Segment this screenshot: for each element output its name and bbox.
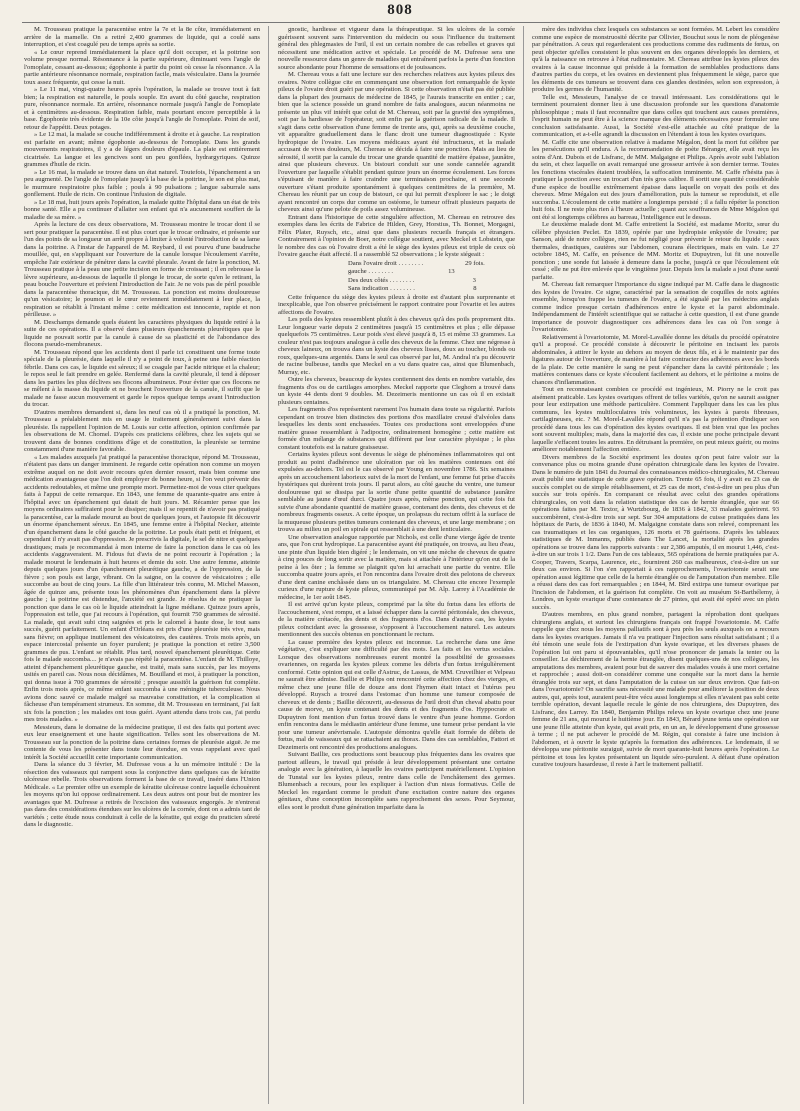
tally-label: Dans l'ovaire droit . . . . . . . .	[348, 259, 425, 267]
tally-label: Des deux côtés . . . . . . . .	[348, 276, 416, 284]
kyste-tally	[278, 260, 515, 293]
paragraph: gnostic, hardiesse et vigueur dans la thérapeutique. Si les ulcères de la cornée guérissent souvent sans l'intervention du médecin ou sous l'influence du traitement général des phlegmasies de l'œil, il est un certain nombre de cas rebelles et graves qui nécessitent une médication active et spéciale. Le procédé de M. Dufresse sera une nouvelle ressource dans un genre de maladies qui entraînent parfois la perte d'un fonction source abondante pour l'homme de sensations et de jouissances.	[278, 26, 515, 71]
paragraph: Les fragments d'os représentent rarement l'os humain dans toute sa régularité. Parfois cependant on trouve bien distinctes des portions d'os maxillaire creusé d'alvéoles dans lesquelles les dents sont enchassées. Toutes ces productions sont enveloppées d'une matière grasse ressemblant à l'adipocire, ordinairement homogène ; cette matière est formée d'un mélange de substances qui diffèrent par leur caractère physique ; le plus constant toutefois est la nature graisseuse.	[278, 406, 515, 451]
paragraph: Telle est, Messieurs, l'analyse de ce travail intéressant. Les considérations qui le terminent pourraient donner lieu à une discussion profonde sur les questions d'anatomie philosophique ; mais il faut reconnaître que dans celles qui touchent aux causes premières, l'esprit humain ne peut être à la science manque des éléments nécessaires pour formuler une conclusion satisfaisante. Aussi, la Société s'est-elle attachée au côté pratique de la communication, et a-t-elle agrandi la discussion en l'étendant à tous les kystes ovariques.	[532, 93, 779, 138]
tally-label: Sans indication . . . . . . . .	[348, 285, 417, 292]
column-2-body	[278, 26, 515, 259]
paragraph: « Les malades auxquels j'ai pratiqué la paracentèse thoracique, répond M. Trousseau, n'étaient pas dans un danger imminent. Je regarde cette opération non comme un moyen extrême auquel on ne doit avoir recours qu'en dernier ressort, mais bien comme une médication avantageuse que l'on doit employer de bonne heure, si l'on veut prévenir des accidents redoutables, et même une prompte mort. Permettez-moi de vous citer quelques faits à l'appui de cette remarque. En 1843, une femme de quarante-quatre ans entre à l'hôpital avec un épanchement qui datait de huit jours. M. Récamier pense que les moyens ordinaires suffiraient pour le dissiper; mais il se repentit de n'avoir pas pratiqué la paracentèse, car la malade mourut au bout de quelques jours, et l'autopsie fit découvrir un énorme épanchement séreux. En 1845, une femme entre à l'hôpital Necker, atteinte d'un épanchement dans le côté gauche de la poitrine. Le pouls était petit et fréquent, et cependant il n'y avait pas d'oppression. Je prescrivis la digitale, le sel de nitre et quelques drastiques; mais je recommandai à mon interne de faire la ponction dans le cas où les accidents s'aggraveraient. M. Fidous fut d'avis de ne point recourir à l'opération ; la malade mourut le lendemain à huit heures et demie du soir. Une autre femme, atteinte depuis quelques jours d'un épanchement pleurétique gauche, a de l'oppression, de la fièvre ; son pouls est large, vibrant. On la saigne, on la couvre de vésicatoires ; elle succombe au bout de cinq jours. La fille d'un littérateur très connu, M. Michel Masson, âgée de quinze ans, présente tous les phénomènes d'un épanchement dans la plèvre gauche ; la poitrine est distendue, l'anxiété est grande. Je résolus de ne pratiquer la ponction que dans le cas où le liquide atteindrait la ligne médiane. Quinze jours après, l'oppression est telle, que j'ai recours à l'opération, qui fournit 750 grammes de sérosité. La malade, qui avait subi cinq saignées et pris le calomel à haute dose, le tout sans succès, guérit parfaitement. Un enfant d'Orléans est pris d'une pleurésie très vive, mais sans fièvre; on applique inutilement des vésicatoires, des cautères. Trois mois après, un espace intercostal présente un foyer purulent; je pratique la ponction et retire 3,500 grammes de pus. L'enfant se rétablit. Plus tard, nouvel épanchement pleurétique. Cette fois le malade succomba.... je n'avais pas répété la paracentèse. L'enfant de M. Thilloye, atteint d'épanchement pleurétique gauche, est traité, mais sans succès, par les moyens usités en pareil cas. Nous nous décidâmes, M. Bouilland et moi, à pratiquer la ponction, qui donna issue à 700 grammes de sérosité ; presque aussitôt la guérison fut complète. Enfin trois mois après, ce même enfant succomba à une méningite tuberculeuse. Nous avions donc sauvé ce malade malgré sa mauvaise constitution, et la complication si fâcheuse d'un tempérament strumeux. En somme, dit M. Trousseau en terminant, j'ai fait six fois la ponction ; les malades ont tous guéri. Ayant attendu dans trois cas, j'ai perdu mes trois malades. »	[24, 453, 260, 723]
paragraph: M. Chereau fait remarquer l'importance du signe indiqué par M. Caffe dans le diagnostic des kystes de l'ovaire. Ce signe, caractérisé par la sensation de coquilles de noix agitées ensemble, lorsqu'on frappe les tumeurs de l'ovaire, a été signalé par les médecins anglais comme indice presque certain d'adhérences entre le kyste et la paroi abdominale. Indépendamment de l'intérêt scientifique qui se rattache à cette question, il est d'une grande importance de pouvoir diagnostiquer ces adhérences dans les cas où l'on songe à l'ovariotomie.	[532, 281, 779, 333]
paragraph: M. Chereau vous a fait une lecture sur des recherches relatives aux kystes pileux des ovaires. Notre collègue cite en commençant une observation fort remarquable de kyste pileux de l'ovaire droit guéri par une opération. Si cette observation n'était pas été publiée dans la plupart des journaux de médecine de 1845, je l'aurais transcrite en entier ; car, bien que la science possède un grand nombre de faits analogues, aucun néanmoins ne présente un plus vif intérêt que celui de M. Chereau, soit par la gravité des symptômes, soit par la hardiesse de l'opérateur, soit enfin par la guérison radicale de la malade. Il s'agit dans cette observation d'une femme de trente ans, qui, après sa deuxième couche, vit apparaître graduellement dans le flanc droit une tumeur diagnostiquée : Kyste hydropique de l'ovaire. Les moyens médicaux ayant été infructueux, et la malade accusant de vives douleurs, M. Chereau se décida à faire une ponction. Mais au lieu de sérosité, il sortit par la canule du trocar une grande quantité de matière épaisse, jaunâtre, ainsi que plusieurs cheveux. Un bistouri conduit sur une sonde cannelée agrandit l'ouverture par laquelle s'établit pendant quinze jours un énorme écoulement. Les forces s'épuisant de manière à faire craindre une terminaison prochaine, et une seconde ouverture s'étant produite spontanément à quelques centimètres de la première, M. Chereau les réunit par un coup de bistouri, ce qui lui permit d'explorer le sac ; le doigt ayant rencontré un corps dur comme un ostéome, le tumeur offrait plusieurs paquets de cheveux ainsi qu'une pelote de poils assez volumineuse.	[278, 71, 515, 213]
paragraph: M. Trousseau pratique la paracentèse entre la 7e et la 8e côte, immédiatement en arrière de la mamelle. On a retiré 2,400 grammes de liquide, qui a coulé sans interruption, et s'est coagulé peu de temps après sa sortie.	[24, 26, 260, 48]
tally-row	[348, 268, 515, 276]
paragraph: M. Caffe cite une observation relative à madame Mégalon, dont la mort fut célèbre par les persécutions qu'il endura. A la recommandation de poète Béranger, elle avait reçu les soins d'Ant. Dubois et de Lisfranc, de MM. Malgaigne et Philips. Après avoir subi l'ablation du sein, et chez laquelle on avait remarqué une grosseur arrivée à son dernier terme. Toutes les fonctions viscérales étaient troublées, la suffocation imminente. M. Caffe n'hésita pas à pratiquer la ponction avec un trocart d'un très gros calibre. Il sortit une quantité considérable d'une espèce de bouillie extrêmement épaisse dans laquelle on voyait des poils et des cheveux. Mme Mégalon eut des jours d'amélioration, puis la tumeur se reproduisit, et elle succomba. L'écoulement de cette matière a longtemps persisté ; il a fallu répéter la ponction huit fois. Il ne reste plus rien à l'heure actuelle ; quant aux souffrances de Mme Mégalon qui ont été si longtemps célèbres au barreau, l'intelligence eut le dessus.	[532, 138, 779, 221]
paragraph: Cette fréquence du siège des kystes pileux à droite est d'autant plus surprenante et inexplicable, que l'on observe précisément le rapport contraire pour l'ovarite et les autres affections de l'ovaire.	[278, 293, 515, 316]
paragraph: « Le cœur reprend immédiatement la place qu'il doit occuper, et la poitrine son volume presque normal. Résonnance à la partie supérieure, diminuant vers l'angle de l'omoplate, cessant au-dessous; égophonie à partir du point où cesse la résonnance. A la partie antérieure résonnance normale, respiration facile, mais vésiculaire. Dans la journée toux assez fréquente, qui cesse la nuit.	[24, 48, 260, 86]
paragraph: Dans la séance du 3 février, M. Dufresse vous a lu un mémoire intitulé : De la résection des vaisseaux qui rampent sous la conjonctive dans quelques cas de kératite ulcéreuse rebelle. Trois observations forment la base de ce travail, inséré dans l'Union Médicale. « Le premier offre un exemple de kératite ulcéreuse contre laquelle échouèrent les moyens qu'on lui oppose ordinairement. Les deux autres ont pour but de montrer les avantages que M. Dufresse a retirés de l'excision des vaisseaux engorgés. Je n'entrerai pas dans des considérations étendues sur les ulcères de la cornée, dont on a admis tant de variétés ; cette étude nous conduirait à celle de la kératite, qui exige du praticien sûreté dans le diagnostic.	[24, 761, 260, 828]
paragraph: D'autres membres, en plus grand nombre, partagent la réprobation dont quelques chirurgiens anglais, et surtout les chirurgiens français ont frappé l'ovariotomie. M. Caffe rappelle que chez nous les moyens palliatifs sont à peu près les seuls auxquels on a recours dans les kystes ovariques. Jamais il n'a vu pratiquer l'injection sans résultat satisfaisant ; il a été témoin une seule fois de l'extirpation d'un kyste ovarique, et les diverses phases de l'opération lui ont paru si épouvantables, qu'il n'ose prononcer de jamais la tenter ou la conseiller. Le déchirement de la hernie étranglée, disent quelques-uns de nos collègues, les amputations des membres, avaient pour but de sauver des malades voués à une mort certaine et rapprochée ; aussi doit-on considérer comme une conquête sur la mort dans la hernie étranglée trois sur sept, et dans l'amputation de la cuisse un sur deux environ. Que fait-on dans l'ovariotomie? On sacrifie sans nécessité une malade pour améliorer la position de deux autres, qui, après tout, auraient peut-être vécu aussi longtemps si elles n'avaient pas subi cette terrible opération, devant laquelle recule le génie de nos chirurgiens, des Dupuytren, des Lisfranc, des Larrey. En 1840, Benjamin Philips releva un kyste ovarique chez une jeune femme de 21 ans, qui mourut le huitième jour. En 1843, Bérard jeune tenta une opération sur une jeune fille atteinte d'un kyste, qui avait pris, en un an, le développement d'une grossesse à terme ; il ne put achever le procédé de M. Régin, qui consiste à faire une incision à l'abdomen, et à ouvrir le kyste qu'après la formation des adhérences. Le lendemain, il se développa une péritonite suraiguë, suivie de mort quarante-huit heures après l'opération. Le péritoine et tous les kystes présentaient un liquide séro-purulent. A défaut d'une opération curative toujours hasardeuse, il reste à l'art le traitement palliatif.	[532, 611, 779, 768]
paragraph: Divers membres de la Société expriment les doutes qu'on peut faire valoir sur la convenance plus ou moins grande d'une opération chirurgicale dans les kystes de l'ovaire. Dans le numéro de juin 1841 du Journal des connaissances médico-chirurgicales, M. Chereau avait publié une statistique de cette grave opération. Trente 65 fois, il y avait eu 23 cas de succès complet ou de simple rétablissement, et 25 cas de mort, c'est-à-dire un peu plus d'un succès sur trois opérés. En comparant ce résultat avec celui des grandes opérations chirurgicales, on voit dans la relation statistique des cas de hernie étranglée, que sur 66 opérations faites par M. Textor, à Wurtzbourg, de 1836 à 1842, 33 malades guérirent. 93 succombèrent, c'est-à-dire trois sur sept. Sur 304 amputations de cuisse pratiquées dans les hôpitaux de Paris, de 1836 à 1840, M. Malgaigne constate dans son relevé, comprenant les cas traumatiques et les cas organiques, 126 morts et 78 guérisons. D'après les tableaux statistiques de M. Inmanns, publiés dans The Lancet, la mortalité après les grandes opérations se trouve dans les rapports suivants : sur 2,386 amputés, il en mourut 1,446, c'est-à-dire un sur trois 1 1/2. Dans l'un de ces tableaux, 565 opérations de hernie pratiquées par A. Cooper, Travers, Scarpa, Laurence, etc., fournirent 260 cas malheureux, c'est-à-dire un sur deux cas environ. Si l'on s'en rapportait à ces rapprochements, l'ovariotomie serait une opération aussi légitime que celle de la hernie étranglée ou de l'amputation d'un membre. Elle a réussi dans des cas fort remarquables ; en 1844, M. Bird extirpa une tumeur ovarique par l'incision de l'abdomen, et la guérison fut complète. On voit au muséum St-Barthélemy, à Londres, un kyste ovarique d'une contenance de 27 pintes, qui avait été opéré avec un plein succès.	[532, 453, 779, 611]
paragraph: » Le 12 mai, la malade se couche indifféremment à droite et à gauche. La respiration est parfaite en avant; même égophonie au-dessous de l'omoplate. Dans les grands mouvements respiratoires, il y a de légers douleurs d'épaule. La plaie est entièrement cicatrisée. La langue et les gencives sont un peu gonflées, hydrargyriques. Quinze grammes d'huile de ricin.	[24, 131, 260, 168]
paragraph: Suivant Baillie, ces productions sont beaucoup plus fréquentes dans les ovaires que partout ailleurs, le travail qui préside à leur développement présentant une certaine analogie avec la génération, à laquelle les ovaires participent matériellement. L'opinion de Tunstal sur les kystes pileux, rentre dans celle de l'enchâtement des germes. Blumenbach a recours, pour les expliquer à l'action d'un nisus formativus. Celle de Meckel les regardant comme le produit d'une excitation contre nature des organes génitaux, d'une conception incomplète sans rapprochement des sexes. Pour Seymour, elles sont le produit d'une génération imparfaite dans la	[278, 751, 515, 811]
tally-label: gauche . . . . . . . .	[348, 268, 395, 275]
text-column-1	[24, 26, 260, 1104]
paragraph: M. Deschamps demande quels étaient les caractères physiques du liquide retiré à la suite de ces opérations. Il a observé dans plusieurs épanchements pleurétiques que le liquide ne pouvait sortir par la canule à cause de sa plasticité et de l'abondance des flocons pseudo-membraneux.	[24, 318, 260, 348]
paragraph: Tout en reconnaissant combien ce procédé est ingénieux, M. Piorry ne le croit pas aisément praticable. Les kystes ovariques offrent de telles variétés, qu'on ne saurait assigner pour leur extirpation une méthode particulière. Comment l'appliquer dans les cas les plus communs, les kystes multiloculaires très volumineux, les kystes à parois fibreuses, cartilagineuses, etc. ? M. Morel-Lavallée répond qu'il n'a pas la prétention d'indiquer son procédé dans tous les cas d'opération des kystes ovariques. Il est bien vrai que les poches sont souvent multiples; mais, dans la majorité des cas, il existe une poche principale devant laquelle s'effacent toutes les autres. En détruisant la première, on peut mieux guérir, ou moins améliorer notablement l'affection entière.	[532, 386, 779, 453]
page-number: 808	[387, 2, 413, 18]
paragraph: La cause première des kystes pileux est inconnue. La recherche dans une âme végétative, c'est expliquer une difficulté par des mots. Les faits et les vertus sociales. Lorsque des observations nombreuses eurent montré la possibilité de grossesses ovariennes, on regarda les kystes pileux comme les débris d'un fœtus irrégulièrement conformé. Cette opinion qui est celle d'Astruc, de Lassus, de MM. Cruveilhier et Velpeau ne saurait être admise. Baillie et Philips ont rencontré cette affection chez des vierges, et même chez une jeune fille de douze ans dont l'hymen était intact et l'utérus peu développé. Ruysch a trouvé dans l'estomac d'un homme une tumeur composée de cheveux et de dents ; Baillie découvrit, au-dessous de l'œil droit d'un cheval abattu pour cause de morve, un kyste contenant des dents et des fragments d'os. Hyppocrate et Dupuytren font mention d'un fœtus trouvé dans le ventre d'un jeune homme. Gordon enfin rencontra dans le médiastin antérieur d'une femme, une tumeur prise pendant la vie pour une tumeur anévrismale. L'autopsie démontra qu'elle était formée de débris de fœtus, mal de vaisseaux qui se rattachaient au thorax. Dans des cas semblables, Fattori et Dezeimeris ont rencontré des productions analogues.	[278, 638, 515, 751]
paragraph: Outre les cheveux, beaucoup de kystes contiennent des dents en nombre variable, des fragments d'os ou de cartilages amorphes. Meckel rapporte que Cleghorn a trouvé dans un kyste 44 dents dont 9 doubles. M. Dezeimeris mentionne un cas où il en existait plusieurs centaines.	[278, 376, 515, 406]
text-column-3	[532, 26, 779, 1104]
paragraph: Messieurs, dans le domaine de la médecine pratique, il est des faits qui portent avec eux leur enseignement et une haute signification. Telles sont les observations de M. Trousseau sur la ponction de la poitrine dans certaines formes de pleurésie aiguë. Je me contente de vous les présenter dans toute leur étendue, en vous rappelant avec quel intérêt la Société accueillit cette importante communication.	[24, 723, 260, 761]
paragraph: Certains kystes pileux sont devenus le siège de phénomènes inflammatoires qui ont produit au point d'adhérence une ulcération par où les matières contenues ont été expulsées au-dehors. Tel est le cas observé par Young en novembre 1786. Six semaines après un accouchement laborieux suivi de la mort de l'enfant, une femme fut prise d'accès hystériques qui durèrent trois jours. Il parut alors, au côté gauche du ventre, une tumeur douloureuse qui se dissipa par la sortie d'une petite quantité de substance jaunâtre semblable au jaune d'œuf durci. Quatre jours après, même ponction, qui cette fois fut suivie d'une abondante quantité de matière grasse, contenant des dents, des cheveux et de nombreux fragments osseux. A cette époque, un prolapsus du rectum offrit à la surface de la muqueuse plusieurs petites tumeurs contenant des cheveux, et une large membrane ; on trouva au milieu un poil en spirale qui ressemblait à une dent lenticulaire.	[278, 451, 515, 533]
paragraph: Il est arrivé qu'un kyste pileux, comprimé par la tête du fœtus dans les efforts de l'accouchement, s'est rompu, et a laissé échapper dans la cavité péritonéale, des cheveux, de la matière crétacée, des dents et des fragments d'os. Dans d'autres cas, les kystes pileux coïncidant avec la grossesse, s'opposent à l'accouchement naturel. Les auteurs mentionnent des succès obtenus en ponctionnant le rectum.	[278, 601, 515, 638]
paragraph: » Le 18 mai, huit jours après l'opération, la malade quitte l'hôpital dans un état de très bonne santé. Elle a pu continuer d'allaiter son enfant qui n'a aucunement souffert de la maladie de sa mère. »	[24, 198, 260, 221]
column-divider	[523, 26, 524, 1104]
paragraph: Relativement à l'ovariotomie, M. Morel-Lavallée donne les détails du procédé opératoire qu'il a proposé. Ce procédé consiste à découvrir le péritoine en incisant les parois abdominales, à attirer le kyste au dehors au moyen de deux fils, et à le maintenir par des ligatures autour de l'ouverture, de manière à lui faire contracter des adhérences avec les bords de la plaie. De cette manière le sang ne peut s'épancher dans la cavité péritonéale ; les matières contenues dans ce kyste s'écoulent facilement au dehors, et le péritoine a moins de chances d'inflammation.	[532, 333, 779, 386]
tally-value: 29 fois.	[465, 259, 485, 267]
paragraph: Entrant dans l'historique de cette singulière affection, M. Chereau en retrouve des exemples dans les écrits de Fabrice de Hilden, Grey, Horstius, Th. Bonnet, Morgagni, Félix Plater, Ruysch, etc., ainsi que dans plusieurs recueils français et étrangers. Contrairement à l'opinion de Boer, notre collègue soutient, avec Meckel et Lobstein, que le nombre des cas où l'ovaire droit a été le siège des kystes pileux est triple de ceux où l'ovaire gauche était affecté. Il a rassemblé 52 observations ; le kyste siégeait :	[278, 213, 515, 258]
tally-row	[348, 285, 515, 293]
tally-row	[348, 260, 515, 268]
column-1-body	[24, 26, 260, 829]
paragraph: mère des individus chez lesquels ces substances se sont formées. M. Lebert les considère comme une espèce de monstruosité décrite par Ollivier, Bouchut sous le nom de pléogenèse par pénétration. A ceux qui regarderaient ces productions comme des rudiments de fœtus, on peut objecter qu'elles consistent le plus souvent en des organes développés les derniers, et qu'à la naissance on retrouve à l'état rudimentaire. M. Chereau attribue les kystes pileux des ovaires à la cause inconnue qui préside à la formation de semblables productions dans d'autres parties du corps, et les ovaires en deviennent plus fréquemment le siège, parce que les éléments de ces tumeurs se trouvent dans ces glandes destinées, selon son expression, à produire les germes de l'humanité.	[532, 26, 779, 93]
paragraph: Le deuxième malade dont M. Caffe entretient la Société, est madame Moritz, sœur du célèbre physicien Peclet. En 1839, opérée par une hydropisie enkystée de l'ovaire; par Sanson, aidé de notre collègue, rien ne fut négligé pour prévenir le retour du liquide : eaux thermales, drastiques, cautères sur l'abdomen, courans électriques, mais en vain. Le 27 octobre 1845, M. Caffe, en présence de MM. Moritz et Dupuytren, lui fit une nouvelle ponction ; une sonde fut laissée à demeure dans la poche, jusqu'à ce que l'écoulement eût cessé ; elle ne put être enlevée que le vingtième jour. Depuis lors la malade a joui d'une santé parfaite.	[532, 221, 779, 281]
header-rule	[22, 22, 780, 23]
column-2-body-continued	[278, 294, 515, 812]
paragraph: Les poils des kystes ressemblent plutôt à des cheveux qu'à des poils proprement dits. Leur longueur varie depuis 2 centimètres jusqu'à 15 centimètres et plus ; elle dépasse quelquefois 75 centimètres. Leur poids s'est élevé jusqu'à 8, 15 et même 33 grammes. La couleur n'est pas toujours analogue à celle des cheveux de la femme. Chez une négresse à cheveux laineux, on trouva dans un kyste des cheveux lisses, doux au toucher, blonds ou roux, quelques-uns argentés. Dans le seul cas observé par lui, M. Andral n'a pu découvrir de racine bulbeuse, tandis que Meckel en a vu dans quatre cas, ainsi que Blumenbach, Murray, etc.	[278, 316, 515, 376]
tally-value: 3	[472, 276, 476, 284]
column-3-body	[532, 26, 779, 769]
tally-row	[348, 277, 515, 285]
paragraph: Après la lecture de ces deux observations, M. Trousseau montre le trocar dont il se sert pour pratiquer la paracentèse. Il est plus court que le trocar ordinaire, et présente sur l'un des points de sa longueur un arrêt propre à limiter à volonté l'introduction de sa lame dans la poitrine. A l'instar de l'appareil de M. Reybard, il est pourvu d'une baudruche mouillée, qui, en s'appliquant sur l'ouverture de la canule lorsque l'écoulement s'arrête, empêche l'air extérieur de pénétrer dans la cavité pleurale. Avant de faire la ponction, M. Trousseau pratique à la peau une petite incision en forme de croissant ; il en rebrousse la lèvre supérieure, au-dessous de laquelle il plonge le trocar, de sorte qu'en le retirant, la peau bouche l'ouverture et prévient l'introduction de l'air. Je ne vois pas de péril possible dans la paracentèse thoracique, dit M. Trousseau. La ponction est moins douloureuse qu'un vésicatoire; le poumon et le cœur reviennent immédiatement à leur place, la respiration se rétablit à l'instant même : cette médication est innocente, rapide et non périlleuse. »	[24, 221, 260, 318]
tally-value: 13	[448, 268, 455, 275]
tally-value: 8	[473, 285, 477, 292]
paragraph: » Le 16 mai, la malade se trouve dans un état naturel. Toutefois, l'épanchement a un peu augmenté. De l'angle de l'omoplate jusqu'à la base de la poitrine, le son est plus mat, le murmure respiratoire plus faible ; pouls à 90 pulsations ; langue saburrale sans gonflement. Huile de ricin. On continue l'infusion de digitale.	[24, 168, 260, 198]
paragraph: » Le 11 mai, vingt-quatre heures après l'opération, la malade se trouve tout à fait bien; la respiration est naturelle, le pouls souple. En avant du côté gauche, respiration pure, résonnance normale. En arrière, résonnance normale jusqu'à l'angle de l'omoplate et à centimètres au-dessous. Respiration faible, mais pourtant encore perceptible à la base. Égophonie très évidente de la 10e côte jusqu'à l'angle de l'omoplate. Point de soif, retour de l'appétit. Deux potages.	[24, 86, 260, 131]
paragraph: M. Trousseau répond que les accidents dont il parle ici constituent une forme toute spéciale de la pleurésie, dans laquelle il n'y a point de toux, à peine une faible réaction fébrile. Dans ces cas, le liquide est séreux; il se coagule par l'acide nitrique et la chaleur; le repos seul le fait prendre en gelée. Renfermé dans la cavité pleurale, il tend à déposer dans les parties les plus déclives ses flocons albumineux. Pour éviter que ces flocons ne se mêlent à la masse du liquide et ne bouchent l'ouverture de la canule, il suffit que le malade ne fasse aucun mouvement et garde le repos quelque temps avant l'introduction du trocar.	[24, 348, 260, 408]
text-column-2	[278, 26, 515, 1104]
paragraph: D'autres membres demandent si, dans les neuf cas où il a pratiqué la ponction, M. Trousseau a préalablement mis en usage le traitement généralement suivi dans la pleurésie. Ils rappellent l'opinion de M. Louis sur cette affection, opinion confirmée par les observations de M. Chomel. D'après ces praticiens célèbres, chez les sujets qui se trouvent dans de bonnes conditions d'âge et de constitution, la pleurésie se termine constamment d'une manière favorable.	[24, 408, 260, 453]
column-divider	[268, 26, 269, 1104]
paragraph: Une observation analogue rapportée par Nichols, est celle d'une vierge âgée de trente ans, que l'on crut hydropique. La paracentèse ayant été pratiquée, on trouva, au lieu d'eau, une pinte d'un liquide bien digéré ; le lendemain, on vit une mèche de cheveux de quatre à cinq pouces de long sortir avec la matière, mais si attachée à l'intérieur qu'on eut de la peine à les ôter ; la femme se plaignit qu'on lui arrachait une partie du ventre. Elle succomba quatre jours après, et l'on rencontra dans l'ovaire droit des pelotons de cheveux d'une dent canine enchâssée dans un os triangulaire. M. Chereau cite encore l'exemple curieux d'une rupture de kyste pileux, communiqué par M. Alp. Larrey à l'Académie de médecine, le 1er août 1845.	[278, 533, 515, 601]
